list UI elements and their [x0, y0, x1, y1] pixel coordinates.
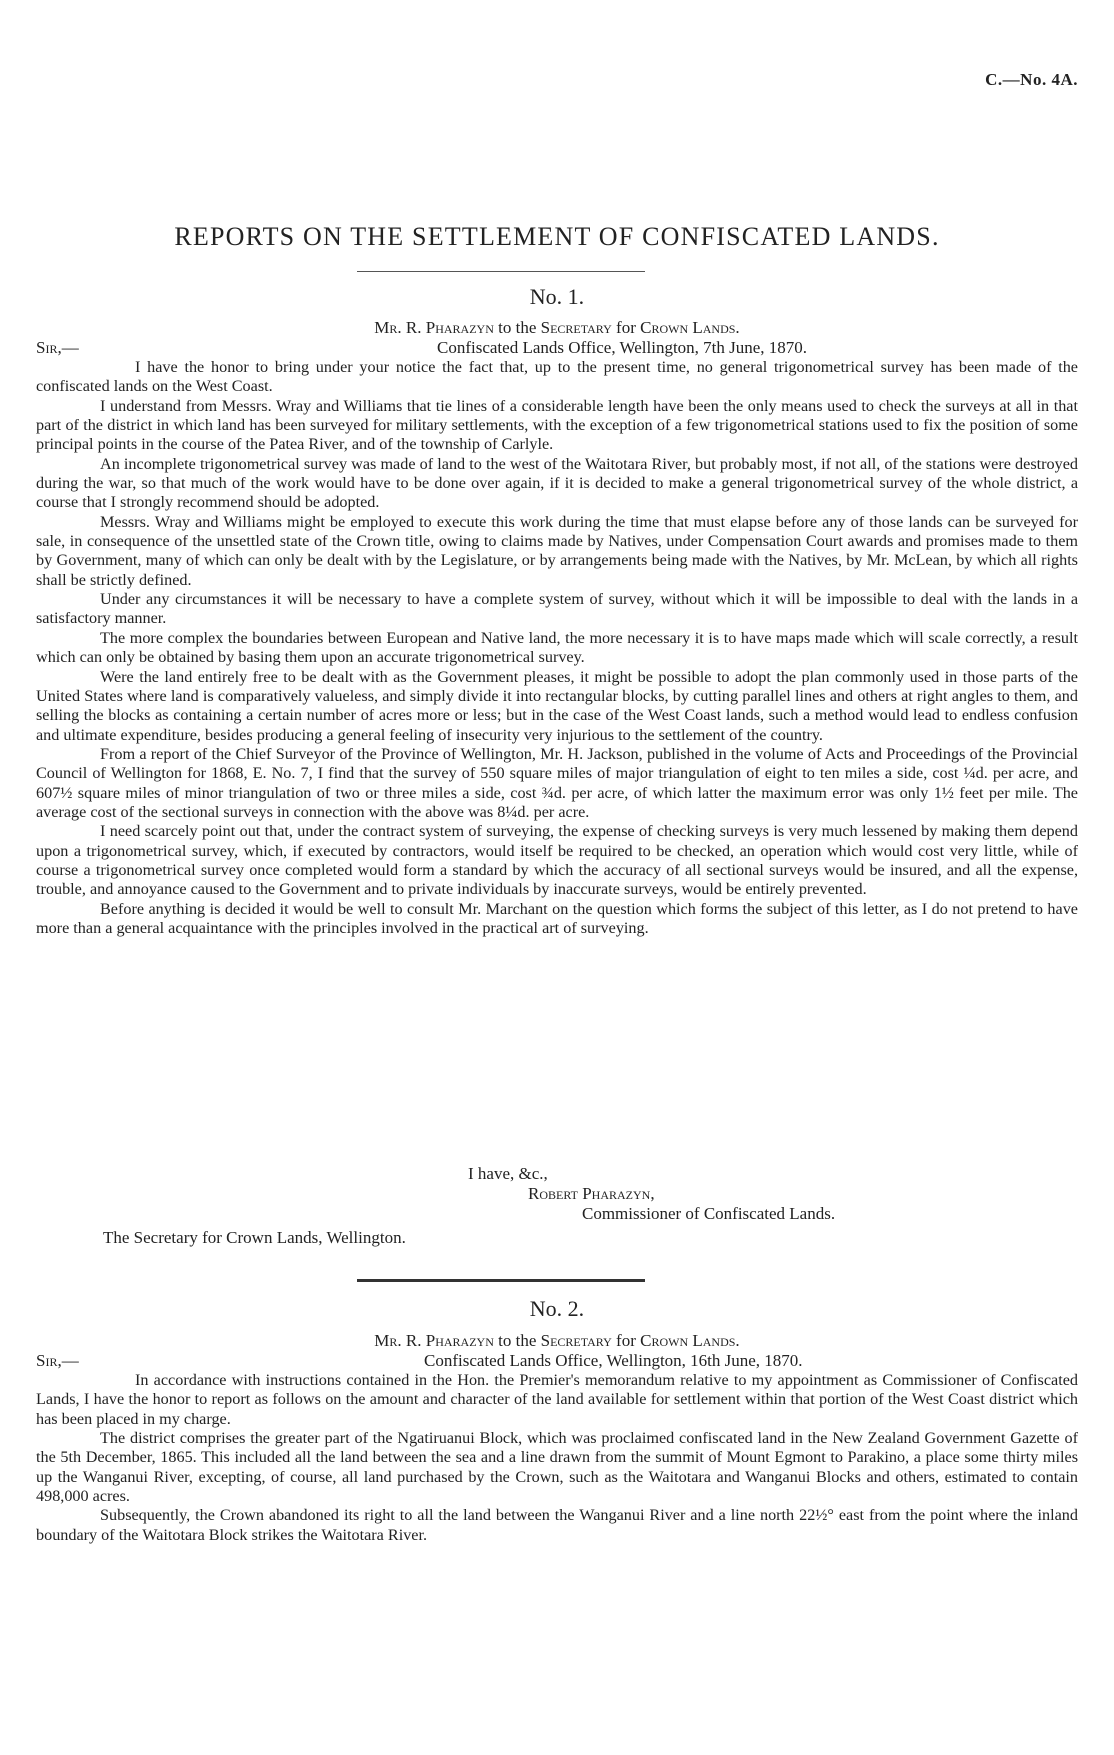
- letter-1-paragraph: The more complex the boundaries between European and Native land, the more necessary it is to have maps made which will scale correctly, a result which can only be obtained by basing them upon an accurate trigonometrical survey.: [36, 628, 1078, 667]
- letter-1-closing: I have, &c.,: [468, 1164, 548, 1183]
- letter-1-heading: [0, 318, 1114, 338]
- letter-1-for-word: for: [611, 318, 641, 337]
- letter-2-paragraph: Subsequently, the Crown abandoned its right to all the land between the Wanganui River and a line north 22½° east from the point where the inland boundary of the Waitotara Block strikes the Waitotara River.: [36, 1506, 1078, 1544]
- letter-1-to-word: to the: [493, 318, 541, 337]
- letter-1-salutation: Sir,—: [36, 338, 79, 357]
- letter-1-department: Crown Lands.: [640, 318, 740, 337]
- document-reference: C.—No. 4A.: [985, 70, 1078, 89]
- letter-1-signature-title: Commissioner of Confiscated Lands.: [582, 1204, 836, 1223]
- letter-1-paragraph: Were the land entirely free to be dealt with as the Government pleases, it might be possible to adopt the plan commonly used in those parts of the United States where land is comparatively valueless, and simply divide it into rectangular blocks, by cutting parallel lines and others at right angles to them, and selling the blocks as containing a certain number of acres more or less; but in the case of the West Coast lands, such a method would lead to endless confusion and ultimate expenditure, besides producing a general feeling of insecurity very injurious to the settlement of the country.: [36, 667, 1078, 744]
- letter-2-department: Crown Lands.: [640, 1331, 740, 1350]
- title-divider: [357, 271, 645, 272]
- letter-2-recipient: Secretary: [540, 1331, 612, 1350]
- letter-2-paragraph: The district comprises the greater part of the Ngatiruanui Block, which was proclaimed confiscated land in the New Zealand Government Gazette of the 5th December, 1865. This included all the land between the sea and a line drawn from the summit of Mount Egmont to Parakino, a place some thirty miles up the Wanganui River, excepting, of course, all land purchased by the Crown, such as the Waitotara and Wanganui Blocks and others, estimated to contain 498,000 acres.: [36, 1429, 1078, 1506]
- letter-2-sender: Mr. R. Pharazyn: [374, 1331, 494, 1350]
- letter-1-paragraph: I have the honor to bring under your notice the fact that, up to the present time, no general trigonometrical survey has been made of the confiscated lands on the West Coast.: [36, 358, 1078, 396]
- letter-2-number: No. 2.: [529, 1296, 585, 1321]
- letter-1-signature: Robert Pharazyn,: [528, 1184, 655, 1203]
- letter-1-body: [36, 358, 1078, 938]
- letter-1-paragraph: Before anything is decided it would be well to consult Mr. Marchant on the question which forms the subject of this letter, as I do not pretend to have more than a general acquaintance with the principles involved in the practical art of surveying.: [36, 899, 1078, 937]
- letter-1-recipient: Secretary: [540, 318, 612, 337]
- document-title: REPORTS ON THE SETTLEMENT OF CONFISCATED LANDS.: [174, 222, 940, 251]
- letter-1-addressee: The Secretary for Crown Lands, Wellington.: [103, 1228, 406, 1247]
- letter-1-sender: Mr. R. Pharazyn: [374, 318, 494, 337]
- letter-2-heading: [0, 1331, 1114, 1351]
- letter-2-for-word: for: [611, 1331, 641, 1350]
- letter-1-paragraph: I need scarcely point out that, under the contract system of surveying, the expense of checking surveys is very much lessened by making them depend upon a trigonometrical survey, which, if executed by contractors, would itself be required to be checked, an operation which would cost very little, while of course a trigonometrical survey once completed would form a standard by which the accuracy of all sectional surveys would be insured, and all the expense, trouble, and annoyance caused to the Government and to private individuals by inaccurate surveys, would be entirely prevented.: [36, 822, 1078, 899]
- letter-2-paragraph: In accordance with instructions contained in the Hon. the Premier's memorandum relative to my appointment as Commissioner of Confiscated Lands, I have the honor to report as follows on the amount and character of the land available for settlement within that portion of the West Coast district which has been placed in my charge.: [36, 1371, 1078, 1428]
- letter-1-number: No. 1.: [529, 284, 585, 309]
- letter-2-to-word: to the: [493, 1331, 541, 1350]
- letter-2-body: [36, 1371, 1078, 1545]
- letter-divider: [357, 1279, 645, 1282]
- letter-1-dateline: Confiscated Lands Office, Wellington, 7th June, 1870.: [437, 338, 808, 357]
- letter-2-salutation: Sir,—: [36, 1351, 79, 1370]
- letter-1-paragraph: An incomplete trigonometrical survey was made of land to the west of the Waitotara River, but probably most, if not all, of the stations were destroyed during the war, so that much of the work would have to be done over again, if it is decided to make a general trigonometrical survey of the whole district, a course that I strongly recommend should be adopted.: [36, 454, 1078, 512]
- letter-1-paragraph: From a report of the Chief Surveyor of the Province of Wellington, Mr. H. Jackson, published in the volume of Acts and Proceedings of the Provincial Council of Wellington for 1868, E. No. 7, I find that the survey of 550 square miles of major triangulation of eight to ten miles a side, cost ¼d. per acre, and 607½ square miles of minor triangulation of two or three miles a side, cost ¾d. per acre, of which latter the maximum error was only 1½ feet per mile. The average cost of the sectional surveys in connection with the above was 8¼d. per acre.: [36, 744, 1078, 821]
- letter-1-paragraph: I understand from Messrs. Wray and Williams that tie lines of a considerable length have been the only means used to check the surveys at all in that part of the district in which land has been surveyed for military settlements, with the exception of a few trigonometrical stations used to fix the position of some principal points in the course of the Patea River, and of the township of Carlyle.: [36, 396, 1078, 454]
- letter-2-dateline: Confiscated Lands Office, Wellington, 16th June, 1870.: [424, 1351, 803, 1370]
- letter-1-paragraph: Messrs. Wray and Williams might be employed to execute this work during the time that must elapse before any of those lands can be surveyed for sale, in consequence of the unsettled state of the Crown title, owing to claims made by Natives, under Compensation Court awards and promises made to them by Government, many of which can only be dealt with by the Legislature, or by arrangements being made with the Natives, by Mr. McLean, by which all rights shall be strictly defined.: [36, 512, 1078, 589]
- letter-1-paragraph: Under any circumstances it will be necessary to have a complete system of survey, without which it will be impossible to deal with the lands in a satisfactory manner.: [36, 590, 1078, 628]
